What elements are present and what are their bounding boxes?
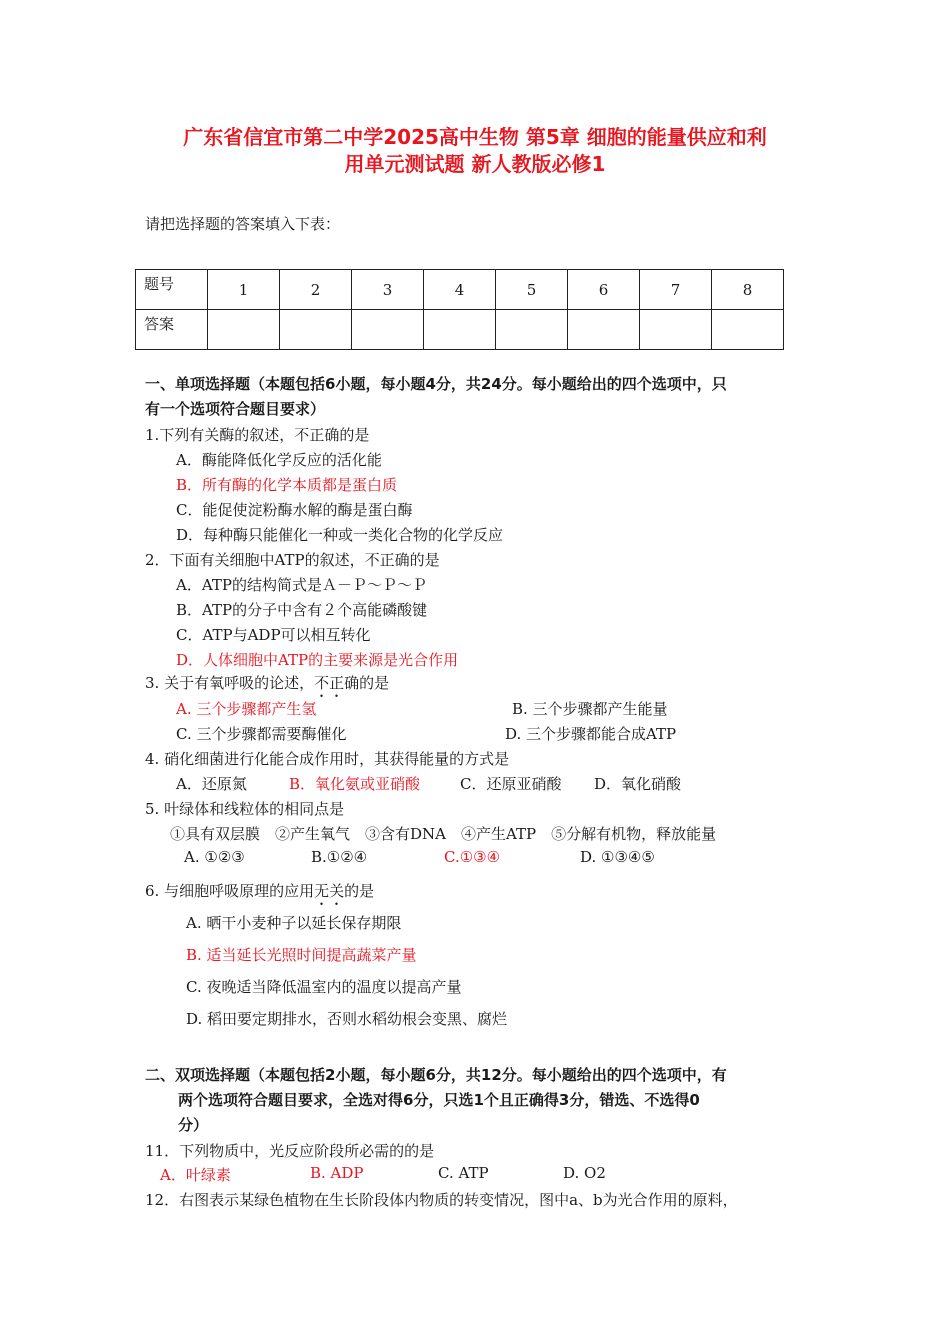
q3-option-b: B. 三个步骤都产生能量 — [512, 700, 668, 718]
table-cell-number: 1 — [208, 270, 280, 310]
answer-table — [135, 269, 784, 350]
q3-option-c: C. 三个步骤都需要酶催化 — [176, 725, 347, 743]
instruction-text: 请把选择题的答案填入下表： — [145, 215, 341, 233]
answer-table-answer-row — [136, 310, 784, 350]
document-title — [120, 124, 830, 178]
q6-option-a: A. 晒干小麦种子以延长保存期限 — [186, 914, 402, 932]
answer-cell[interactable] — [568, 310, 640, 350]
table-cell-number: 5 — [496, 270, 568, 310]
section-2-heading-line-1: 二、双项选择题（本题包括2小题，每小题6分，共12分。每小题给出的四个选项中，有 — [145, 1066, 727, 1084]
q2-option-a: A．ATP的结构简式是Ａ－Ｐ～Ｐ～Ｐ — [176, 576, 427, 594]
table-cell-number: 2 — [280, 270, 352, 310]
q1-option-d: D．每种酶只能催化一种或一类化合物的化学反应 — [176, 526, 504, 544]
q2-option-b: B．ATP的分子中含有２个高能磷酸键 — [176, 601, 428, 619]
q11-option-c: C. ATP — [438, 1164, 489, 1182]
answer-cell[interactable] — [208, 310, 280, 350]
q5-stem: 5. 叶绿体和线粒体的相同点是 — [145, 800, 345, 818]
section-2-heading-line-3: 分） — [178, 1116, 209, 1134]
section-1-heading-line-1: 一、单项选择题（本题包括6小题，每小题4分，共24分。每小题给出的四个选项中，只 — [145, 375, 727, 393]
q4-option-c: C．还原亚硝酸 — [460, 775, 562, 793]
q1-option-b: B．所有酶的化学本质都是蛋白质 — [176, 476, 398, 494]
section-2-heading-line-2: 两个选项符合题目要求，全选对得6分，只选1个且正确得3分，错选、不选得0 — [178, 1091, 700, 1109]
q2-stem: 2．下面有关细胞中ATP的叙述，不正确的是 — [145, 551, 440, 569]
answer-cell[interactable] — [280, 310, 352, 350]
q6-stem — [145, 880, 374, 909]
table-cell-number: 8 — [712, 270, 784, 310]
table-cell-number: 7 — [640, 270, 712, 310]
answer-cell[interactable] — [424, 310, 496, 350]
title-line-2: 用单元测试题 新人教版必修1 — [344, 152, 606, 176]
answer-cell[interactable] — [496, 310, 568, 350]
q6-option-b: B. 适当延长光照时间提高蔬菜产量 — [186, 946, 417, 964]
q3-option-a: A. 三个步骤都产生氢 — [176, 700, 317, 718]
section-2-heading — [145, 1063, 815, 1138]
q5-option-a: A. ①②③ — [184, 848, 245, 866]
q3-stem-suffix: 确的是 — [344, 674, 390, 692]
q4-option-d: D．氧化硝酸 — [594, 775, 682, 793]
q1-stem: 1.下列有关酶的叙述，不正确的是 — [145, 426, 370, 444]
title-line-1: 广东省信宜市第二中学2025高中生物 第5章 细胞的能量供应和利 — [183, 125, 767, 149]
q1-option-a: A．酶能降低化学反应的活化能 — [176, 451, 382, 469]
answer-cell[interactable] — [640, 310, 712, 350]
q3-stem — [145, 672, 389, 701]
answer-cell[interactable] — [712, 310, 784, 350]
table-cell-number: 4 — [424, 270, 496, 310]
section-1-heading — [145, 372, 815, 422]
table-cell-number: 3 — [352, 270, 424, 310]
q4-option-a: A．还原氮 — [176, 775, 247, 793]
q3-stem-prefix: 3. 关于有氧呼吸的论述， — [145, 674, 315, 692]
q2-option-c: C．ATP与ADP可以相互转化 — [176, 626, 371, 644]
answer-cell[interactable] — [352, 310, 424, 350]
q4-stem: 4. 硝化细菌进行化能合成作用时，其获得能量的方式是 — [145, 750, 510, 768]
q6-stem-suffix: 的是 — [344, 882, 375, 900]
q5-items: ①具有双层膜 ②产生氧气 ③含有DNA ④产生ATP ⑤分解有机物，释放能量 — [170, 825, 717, 843]
table-header-number: 题号 — [136, 270, 208, 310]
section-1-heading-line-2: 有一个选项符合题目要求） — [145, 400, 326, 418]
q1-option-c: C．能促使淀粉酶水解的酶是蛋白酶 — [176, 501, 413, 519]
q11-option-a: A．叶绿素 — [160, 1166, 231, 1184]
q5-option-b: B.①②④ — [311, 848, 368, 866]
q6-stem-prefix: 6. 与细胞呼吸原理的应用 — [145, 882, 315, 900]
q12-stem: 12．右图表示某绿色植物在生长阶段体内物质的转变情况，图中a、b为光合作用的原料， — [145, 1191, 738, 1209]
q11-stem: 11．下列物质中，光反应阶段所必需的的是 — [145, 1142, 435, 1160]
q3-option-d: D. 三个步骤都能合成ATP — [505, 725, 677, 743]
table-cell-number: 6 — [568, 270, 640, 310]
q6-option-c: C. 夜晚适当降低温室内的温度以提高产量 — [186, 978, 462, 996]
q3-stem-emphasis: 不正 — [314, 674, 345, 692]
q5-option-c: C.①③④ — [444, 848, 501, 866]
table-header-answer: 答案 — [136, 310, 208, 350]
q11-option-b: B. ADP — [310, 1164, 364, 1182]
q4-option-b: B．氧化氨或亚硝酸 — [289, 775, 421, 793]
q6-stem-emphasis: 无关 — [314, 882, 345, 900]
q5-option-d: D. ①③④⑤ — [580, 848, 655, 866]
q6-option-d: D. 稻田要定期排水，否则水稻幼根会变黑、腐烂 — [186, 1010, 508, 1028]
answer-table-number-row — [136, 270, 784, 310]
q11-option-d: D. O2 — [563, 1164, 606, 1182]
q2-option-d: D．人体细胞中ATP的主要来源是光合作用 — [176, 651, 459, 669]
